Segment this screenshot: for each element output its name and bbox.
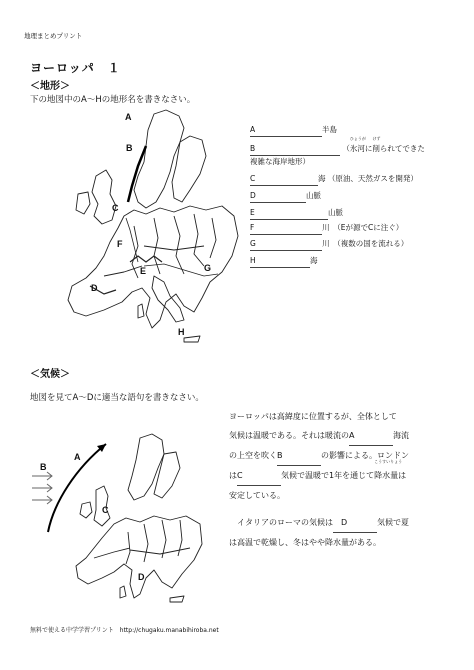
map-letter-g: G (204, 263, 212, 273)
climate-blank-d[interactable]: D (333, 513, 377, 533)
answer-suffix-a: 半島 (322, 125, 337, 134)
map-letter-f: F (117, 239, 123, 249)
answer-blank-f[interactable]: F (250, 222, 322, 235)
climate-letter-c: C (102, 505, 109, 515)
climate-letter-b: B (40, 462, 47, 472)
answer-row-b (250, 136, 425, 156)
answer-note-g: （複数の国を流れる） (337, 239, 409, 248)
p1-line-3: の上空を吹くB の影響による。ロンドン (229, 446, 463, 466)
map-letter-d: D (91, 283, 98, 293)
section-heading-landforms: ＜地形＞ (30, 81, 70, 92)
answer-row-a (250, 124, 337, 137)
answer-row-f: F 川 （Eが源でCに注ぐ） (250, 222, 403, 235)
landform-answer-list (250, 0, 472, 300)
answer-note-c: （原油、天然ガスを開発） (327, 174, 418, 183)
answer-blank-d[interactable]: D (250, 190, 306, 203)
answer-blank-b[interactable]: B (250, 143, 340, 156)
europe-climate-map (30, 428, 208, 610)
p2-line-1: イタリアのローマの気候は D 気候で夏 (229, 513, 463, 533)
map-letter-a: A (125, 112, 132, 122)
p1-line-2: 気候は温暖である。それは暖流のA 海流 (229, 426, 463, 446)
section-heading-climate: ＜気候＞ (30, 369, 70, 380)
footer-text: 無料で使える中学学習プリント http://chugaku.manabihiroba.net (30, 627, 219, 634)
answer-row-e: E 山脈 (250, 207, 343, 220)
climate-blank-a[interactable]: A (349, 426, 393, 446)
answer-note-b: （氷河 ひょうが に削 けず られてできた (342, 136, 425, 153)
map-letter-e: E (140, 266, 147, 276)
answer-blank-e[interactable]: E (250, 207, 328, 220)
map-letter-c: C (112, 203, 119, 213)
answer-row-g: G 川 （複数の国を流れる） (250, 238, 408, 251)
answer-note-b-cont: 複雑な海岸地形） (250, 157, 310, 166)
p1-line-1: ヨーロッパは高緯度に位置するが、全体として (229, 412, 397, 421)
answer-blank-a[interactable]: A (250, 124, 322, 137)
answer-blank-c[interactable]: C (250, 173, 318, 186)
climate-blank-b[interactable]: B (277, 446, 321, 466)
climate-paragraph-2 (229, 513, 463, 552)
p1-line-4: はC 気候で温暖で1年を通じて降水量 こうすいりょう は (229, 466, 463, 486)
answer-blank-h[interactable]: H (250, 255, 310, 268)
map-letter-b: B (126, 143, 133, 153)
europe-landform-map (34, 106, 244, 356)
climate-letter-d: D (138, 572, 145, 582)
answer-row-d: D 山脈 (250, 190, 321, 203)
answer-row-c: C 海 （原油、天然ガスを開発） (250, 173, 418, 186)
climate-instruction: 地図を見てA～Dに適当な語句を書きなさい。 (30, 393, 204, 403)
header-label: 地理まとめプリント (24, 32, 83, 40)
map-letter-h: H (178, 327, 185, 337)
landforms-instruction: 下の地図中のA～Hの地形名を書きなさい。 (30, 95, 196, 105)
answer-row-h: H 海 (250, 255, 318, 268)
p2-line-2: は高温で乾燥し、冬はやや降水量がある。 (229, 538, 381, 547)
climate-blank-c[interactable]: C (237, 466, 281, 486)
climate-paragraph-1 (229, 407, 463, 505)
answer-blank-g[interactable]: G (250, 238, 322, 251)
p1-line-5: 安定している。 (229, 491, 285, 500)
page-title: ヨーロッパ １ (30, 61, 121, 75)
climate-letter-a: A (74, 452, 81, 462)
answer-note-f: （Eが源でCに注ぐ） (337, 223, 404, 232)
